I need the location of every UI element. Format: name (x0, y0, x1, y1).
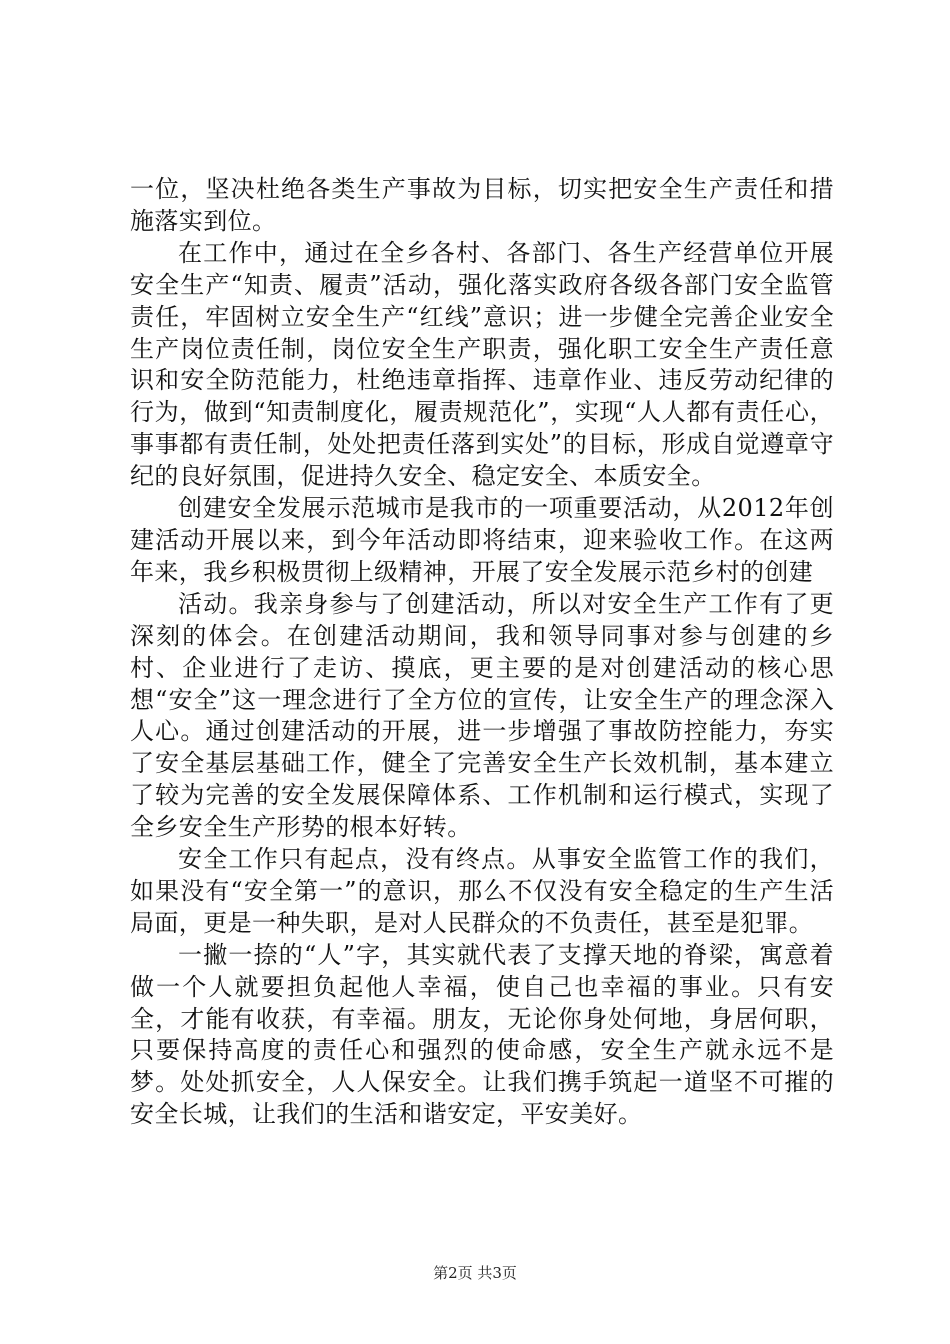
paragraph-conclusion: 一撇一捺的“人”字，其实就代表了支撑天地的脊梁，寓意着做一个人就要担负起他人幸福，使自己也幸福的事业。只有安全，才能有收获，有幸福。朋友，无论你身处何地，身居何职，只要保持高度的责任心和强烈的使命感，安全生产就永远不是梦。处处抓安全，人人保安全。让我们携手筑起一道坚不可摧的安全长城，让我们的生活和谐安定，平安美好。 (130, 940, 834, 1129)
paragraph-continuation: 一位，坚决杜绝各类生产事故为目标，切实把安全生产责任和措施落实到位。 (130, 175, 834, 235)
paragraph-responsibility: 在工作中，通过在全乡各村、各部门、各生产经营单位开展安全生产“知责、履责”活动，强化落实政府各级各部门安全监管责任，牢固树立安全生产“红线”意识；进一步健全完善企业安全生产岗位责任制，岗位安全生产职责，强化职工安全生产责任意识和安全防范能力，杜绝违章指挥、违章作业、违反劳动纪律的行为，做到“知责制度化，履责规范化”，实现“人人都有责任心，事事都有责任制，处处把责任落到实处”的目标，形成自觉遵章守纪的良好氛围，促进持久安全、稳定安全、本质安全。 (130, 238, 834, 491)
paragraph-demonstration-city: 创建安全发展示范城市是我市的一项重要活动，从2012年创建活动开展以来，到今年活动即将结束，迎来验收工作。在这两年来，我乡积极贯彻上级精神，开展了安全发展示范乡村的创建 (130, 494, 834, 586)
paragraph-campaign: 活动。我亲身参与了创建活动，所以对安全生产工作有了更深刻的体会。在创建活动期间，我和领导同事对参与创建的乡村、企业进行了走访、摸底，更主要的是对创建活动的核心思想“安全”这一理念进行了全方位的宣传，让安全生产的理念深入人心。通过创建活动的开展，进一步增强了事故防控能力，夯实了安全基层基础工作，健全了完善安全生产长效机制，基本建立了较为完善的安全发展保障体系、工作机制和运行模式，实现了全乡安全生产形势的根本好转。 (130, 589, 834, 842)
document-body (130, 174, 834, 1131)
paragraph-safety-work: 安全工作只有起点，没有终点。从事安全监管工作的我们，如果没有“安全第一”的意识，那么不仅没有安全稳定的生产生活局面，更是一种失职，是对人民群众的不负责任，甚至是犯罪。 (130, 845, 834, 937)
page-number-footer: 第2页 共3页 (433, 1264, 517, 1282)
